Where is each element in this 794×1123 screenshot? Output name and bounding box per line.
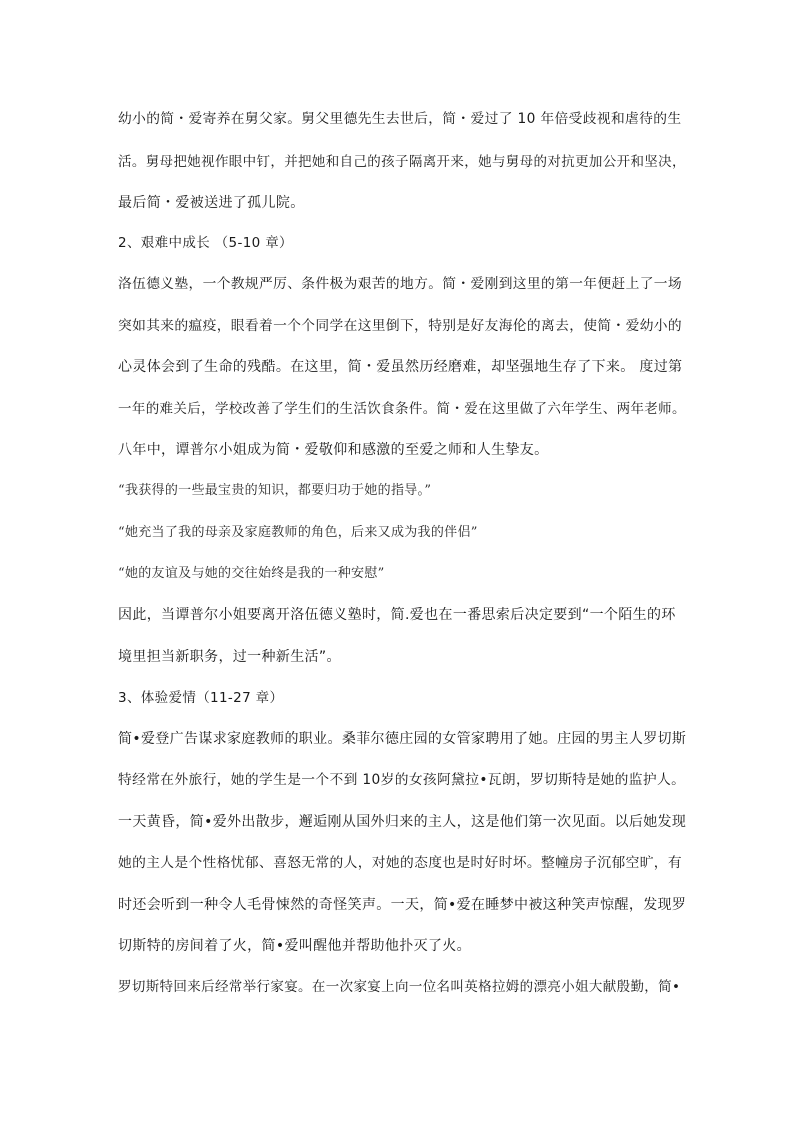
paragraph-line: 幼小的简・爱寄养在舅父家。舅父里德先生去世后，简・爱过了 10 年倍受歧视和虐待的生 <box>118 111 682 127</box>
paragraph-line: 时还会听到一种令人毛骨悚然的奇怪笑声。一天，简•爱在睡梦中被这种笑声惊醒，发现罗 <box>118 897 687 913</box>
quote-line: “她的友谊及与她的交往始终是我的一种安慰” <box>118 566 385 581</box>
paragraph-line: 一天黄昏，简•爱外出散步，邂逅刚从国外归来的主人，这是他们第一次见面。以后她发现 <box>118 814 687 830</box>
quote-line: “她充当了我的母亲及家庭教师的角色，后来又成为我的伴侣” <box>118 525 478 540</box>
paragraph-line: 罗切斯特回来后经常举行家宴。在一次家宴上向一位名叫英格拉姆的漂亮小姐大献殷勤，简• <box>118 979 681 995</box>
paragraph-line: 简•爱登广告谋求家庭教师的职业。桑菲尔德庄园的女管家聘用了她。庄园的男主人罗切斯 <box>118 731 687 747</box>
paragraph-line: 洛伍德义塾，一个教规严厉、条件极为艰苦的地方。简・爱刚到这里的第一年便赶上了一场 <box>118 276 683 292</box>
paragraph-line: 突如其来的瘟疫，眼看着一个个同学在这里倒下，特别是好友海伦的离去，使简・爱幼小的 <box>118 318 683 334</box>
paragraph-line: 境里担当新职务，过一种新生活”。 <box>118 649 341 665</box>
paragraph-line: 心灵体会到了生命的残酷。在这里，简・爱虽然历经磨难，却坚强地生存了下来。 度过第 <box>118 359 683 375</box>
paragraph-line: 她的主人是个性格忧郁、喜怒无常的人，对她的态度也是时好时坏。整幢房子沉郁空旷，有 <box>118 855 683 871</box>
paragraph-line: 因此，当谭普尔小姐要离开洛伍德义塾时，简.爱也在一番思索后决定要到“一个陌生的环 <box>118 607 676 623</box>
paragraph-line: 活。舅母把她视作眼中钉，并把她和自己的孩子隔离开来，她与舅母的对抗更加公开和坚决， <box>118 154 686 170</box>
paragraph-line: 一年的难关后，学校改善了学生们的生活饮食条件。简・爱在这里做了六年学生、两年老师。 <box>118 401 686 417</box>
section-heading: 3、体验爱情（11-27 章） <box>118 690 284 706</box>
paragraph-line: 八年中，谭普尔小姐成为简・爱敬仰和感激的至爱之师和人生挚友。 <box>118 442 549 458</box>
section-heading: 2、艰难中成长 （5-10 章） <box>118 235 293 251</box>
quote-line: “我获得的一些最宝贵的知识，都要归功于她的指导。” <box>118 483 432 498</box>
paragraph-line: 最后简・爱被送进了孤儿院。 <box>118 195 305 211</box>
paragraph-line: 特经常在外旅行，她的学生是一个不到 10岁的女孩阿黛拉•瓦朗，罗切斯特是她的监护人。 <box>118 772 686 788</box>
paragraph-line: 切斯特的房间着了火，简•爱叫醒他并帮助他扑灭了火。 <box>118 938 472 954</box>
